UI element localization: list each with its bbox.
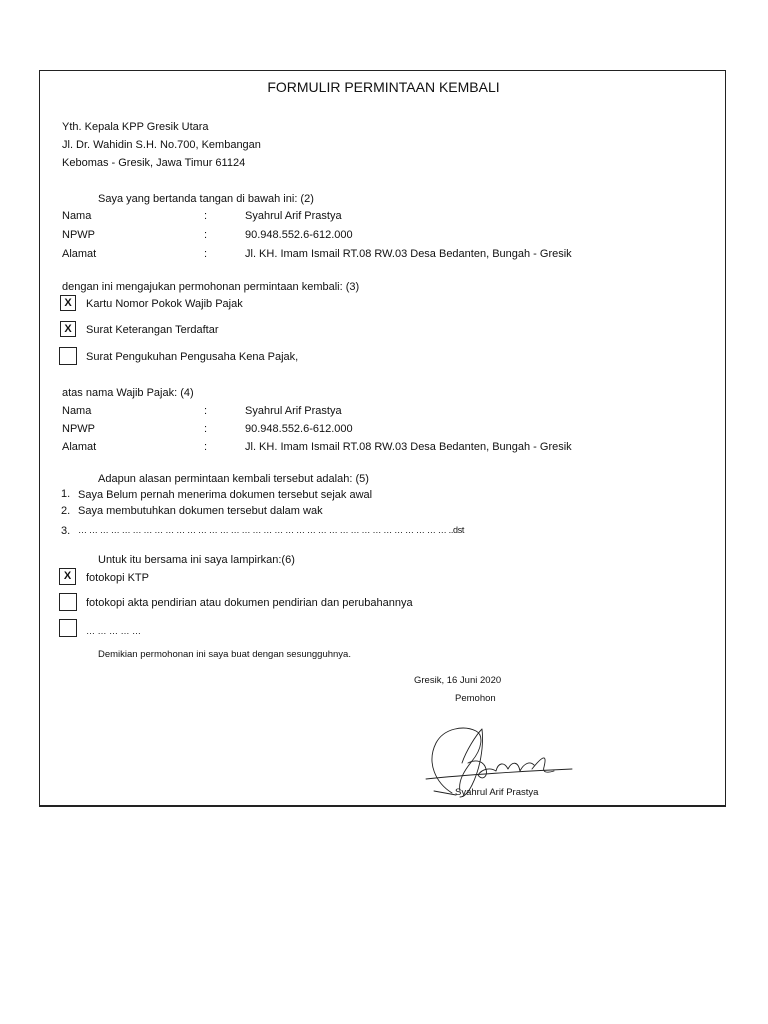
applicant-name-sep: :: [204, 210, 208, 222]
applicant-name-label: Nama: [62, 210, 92, 222]
request-checkbox-pkp[interactable]: [59, 347, 77, 365]
applicant-address-sep: :: [204, 248, 208, 260]
request-checkbox-npwp-card[interactable]: X: [60, 295, 76, 311]
place-date: Gresik, 16 Juni 2020: [414, 675, 502, 686]
form-frame: [39, 70, 726, 807]
signer-role: Pemohon: [455, 693, 496, 704]
attachments-intro: Untuk itu bersama ini saya lampirkan:(6): [98, 554, 295, 566]
attachment-checkbox-ktp[interactable]: X: [59, 568, 76, 585]
closing-statement: Demikian permohonan ini saya buat dengan sesungguhnya.: [98, 649, 351, 660]
reason-1-number: 1.: [61, 488, 71, 500]
taxpayer-npwp-sep: :: [204, 423, 208, 435]
applicant-npwp-sep: :: [204, 229, 208, 241]
reason-1-text: Saya Belum pernah menerima dokumen tersebut sejak awal: [78, 489, 373, 501]
reason-3-number: 3.: [61, 525, 71, 537]
applicant-address-value: Jl. KH. Imam Ismail RT.08 RW.03 Desa Bedanten, Bungah - Gresik: [245, 248, 572, 260]
reason-2-number: 2.: [61, 505, 71, 517]
applicant-address-label: Alamat: [62, 248, 97, 260]
applicant-intro: Saya yang bertanda tangan di bawah ini: (2): [98, 193, 314, 205]
taxpayer-address-sep: :: [204, 441, 208, 453]
attachment-label-other: … … … … …: [86, 626, 142, 636]
recipient-line-2: Jl. Dr. Wahidin S.H. No.700, Kembangan: [62, 139, 261, 151]
taxpayer-address-label: Alamat: [62, 441, 97, 453]
taxpayer-npwp-value: 90.948.552.6-612.000: [245, 423, 353, 435]
applicant-npwp-value: 90.948.552.6-612.000: [245, 229, 353, 241]
applicant-name-value: Syahrul Arif Prastya: [245, 210, 342, 222]
request-label-skt: Surat Keterangan Terdaftar: [86, 324, 219, 336]
taxpayer-name-label: Nama: [62, 405, 92, 417]
taxpayer-name-sep: :: [204, 405, 208, 417]
request-label-npwp-card: Kartu Nomor Pokok Wajib Pajak: [86, 298, 243, 310]
taxpayer-address-value: Jl. KH. Imam Ismail RT.08 RW.03 Desa Bedanten, Bungah - Gresik: [245, 441, 572, 453]
request-checkbox-skt[interactable]: X: [60, 321, 76, 337]
reasons-intro: Adapun alasan permintaan kembali tersebut adalah: (5): [98, 473, 369, 485]
recipient-line-1: Yth. Kepala KPP Gresik Utara: [62, 121, 209, 133]
request-label-pkp: Surat Pengukuhan Pengusaha Kena Pajak,: [86, 351, 299, 363]
form-title: FORMULIR PERMINTAAN KEMBALI: [267, 79, 500, 95]
reason-2-text: Saya membutuhkan dokumen tersebut dalam wak: [78, 505, 323, 517]
signer-name: Syahrul Arif Prastya: [455, 787, 539, 798]
attachment-label-deed: fotokopi akta pendirian atau dokumen pendirian dan perubahannya: [86, 597, 413, 609]
taxpayer-name-value: Syahrul Arif Prastya: [245, 405, 342, 417]
attachment-checkbox-other[interactable]: [59, 619, 77, 637]
reason-3-text: … … … … … … … … … … … … … … … … … … … … … … … … … … … … … … … … … … ..dst: [78, 525, 465, 535]
attachment-checkbox-deed[interactable]: [59, 593, 77, 611]
applicant-npwp-label: NPWP: [62, 229, 95, 241]
taxpayer-npwp-label: NPWP: [62, 423, 95, 435]
recipient-line-3: Kebomas - Gresik, Jawa Timur 61124: [62, 157, 246, 169]
attachment-label-ktp: fotokopi KTP: [86, 572, 149, 584]
request-intro: dengan ini mengajukan permohonan permintaan kembali: (3): [62, 281, 360, 293]
taxpayer-intro: atas nama Wajib Pajak: (4): [62, 387, 194, 399]
